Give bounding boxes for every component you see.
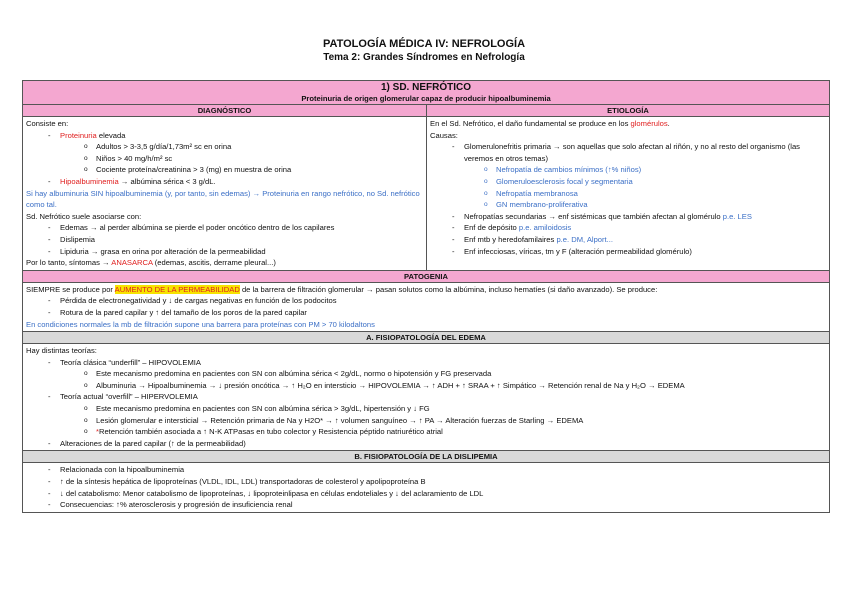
etio-intro (430, 118, 826, 130)
patogenia-note: En condiciones normales la mb de filtración supone una barrera para proteínas con PM > 70 kilodaltons (26, 319, 375, 329)
section-header (23, 81, 829, 105)
dislipemia-item: - Consecuencias: ↑% aterosclerosis y progresión de insuficiencia renal (26, 499, 826, 511)
dislipemia-item: - ↑ de la síntesis hepática de lipoproteínas (VLDL, IDL, LDL) transportadoras de colesterol y apolipoproteína B (26, 476, 826, 488)
assoc-item: - Edemas → al perder albúmina se pierde el poder oncótico dentro de los capilares (26, 222, 423, 234)
proteinuria-term: Proteinuria (60, 130, 97, 140)
overfill-item (26, 426, 826, 438)
prot-item: o Niños > 40 mg/h/m² sc (26, 153, 423, 165)
overfill-item: o Lesión glomerular e intersticial → Retención primaria de Na y H2O* → ↑ volumen sanguíneo → ↑ PA → Alteración fuerzas de Starling → EDEMA (26, 415, 826, 427)
diag-note: Si hay albuminuria SIN hipoalbuminemia (y, por tanto, sin edemas) → Proteinuria en rango nefrótico, no Sd. nefrótico como tal. (26, 188, 420, 210)
etio-deposito (430, 222, 826, 234)
overfill-footnote: Retención también asociada a ↑ N-K ATPasas en tubo colector y Resistencia péptido natriurético atrial (98, 427, 443, 437)
etio-secundarias (430, 211, 826, 223)
dislipemia-block (23, 463, 829, 511)
mtb-example: p.e. DM, Alport... (556, 234, 613, 244)
patogenia-item: - Rotura de la pared capilar y ↑ del tamaño de los poros de la pared capilar (26, 307, 826, 319)
assoc-item: - Lipiduria → grasa en orina por alteración de la permeabilidad (26, 246, 423, 258)
glomerulos-term: glomérulos (630, 119, 668, 128)
columns-header (23, 105, 829, 117)
deposito-text: Enf de depósito (464, 223, 519, 233)
diagnostico-header: DIAGNÓSTICO (23, 105, 427, 116)
deposito-example: p.e. amiloidosis (518, 223, 572, 233)
diag-proteinuria (26, 130, 423, 142)
sintomas-suffix: (edemas, ascitis, derrame pleural...) (152, 258, 276, 268)
sintomas-prefix: Por lo tanto, síntomas → (26, 258, 112, 268)
edema-header: A. FISIOPATOLOGÍA DEL EDEMA (23, 332, 829, 344)
anasarca-term: ANASARCA (111, 258, 153, 268)
teoria-underfill: - Teoría clásica “underfill” – HIPOVOLEMIA (26, 357, 826, 369)
etiologia-column (427, 117, 829, 270)
assoc-item: - Dislipemia (26, 234, 423, 246)
diagnostico-column (23, 117, 427, 270)
dislipemia-header: B. FISIOPATOLOGÍA DE LA DISLIPEMIA (23, 451, 829, 463)
dislipemia-item: - ↓ del catabolismo: Menor catabolismo de lipoproteínas, ↓ lipoproteinlipasa en células endoteliales y ↓ del aclaramiento de LDL (26, 488, 826, 500)
section-title: 1) SD. NEFRÓTICO (380, 82, 471, 93)
patogenia-prefix: SIEMPRE se produce por (26, 284, 115, 294)
etio-causas: Causas: (430, 130, 458, 140)
gn-item: o Nefropatía membranosa (430, 188, 826, 200)
etio-intro-prefix: En el Sd. Nefrótico, el daño fundamental se produce en los (430, 119, 631, 128)
etio-mtb (430, 234, 826, 246)
hipoalbuminemia-term: Hipoalbuminemia (60, 176, 119, 186)
teoria-overfill: - Teoría actual “overfill” – HIPERVOLEMIA (26, 391, 826, 403)
secundarias-example: p.e. LES (722, 211, 752, 221)
etio-infecciosas: - Enf infecciosas, víricas, tm y F (alteración permeabilidad glomérulo) (430, 246, 826, 258)
underfill-item: o Albuminuria → Hipoalbuminemia → ↓ presión oncótica → ↑ H₂O en intersticio → HIPOVOLEMIA → ↑ ADH + ↑ SRAA + ↑ Simpático → Retención renal de Na y H₂O → EDEMA (26, 380, 826, 392)
two-column-body (23, 117, 829, 271)
document-subtitle: Tema 2: Grandes Síndromes en Nefrología (323, 52, 525, 63)
etiologia-header: ETIOLOGÍA (607, 106, 649, 115)
proteinuria-rest: elevada (96, 130, 126, 140)
patogenia-item: - Pérdida de electronegatividad y ↓ de cargas negativas en función de los podocitos (26, 295, 826, 307)
prot-item: o Adultos > 3-3,5 g/día/1,73m² sc en orina (26, 141, 423, 153)
overfill-item: o Este mecanismo predomina en pacientes con SN con albúmina sérica > 3g/dL, hipertensión y ↓ FG (26, 403, 826, 415)
patogenia-suffix: de la barrera de filtración glomerular → pasan solutos como la albúmina, incluso hematíes (si daño avanzado). Se produce: (239, 284, 658, 294)
diag-assoc: Sd. Nefrótico suele asociarse con: (26, 211, 142, 221)
gn-item: o Glomeruloesclerosis focal y segmentaria (430, 176, 826, 188)
document-title: PATOLOGÍA MÉDICA IV: NEFROLOGÍA (322, 38, 526, 50)
diag-hipoalbuminemia (26, 176, 423, 188)
hipoalbuminemia-rest: → albúmina sérica < 3 g/dL. (118, 176, 216, 186)
mtb-text: Enf mtb y heredofamilaires (464, 234, 557, 244)
patogenia-line (26, 284, 826, 296)
gn-item: o GN membrano-proliferativa (430, 199, 826, 211)
patogenia-header: PATOGENIA (23, 271, 829, 283)
diag-sintomas (26, 257, 423, 269)
edema-block (23, 344, 829, 451)
etio-intro-suffix: . (667, 119, 670, 128)
asterisk-mark: * (96, 427, 99, 437)
gn-item: o Nefropatía de cambios mínimos (↑% niños) (430, 164, 826, 176)
underfill-item: o Este mecanismo predomina en pacientes con SN con albúmina sérica < 2g/dL, normo o hipotensión y FG preservada (26, 368, 826, 380)
permeabilidad-highlight: AUMENTO DE LA PERMEABILIDAD (114, 284, 240, 294)
secundarias-text: Nefropatías secundarias → enf sistémicas que también afectan al glomérulo (464, 211, 723, 221)
patogenia-block (23, 283, 829, 332)
etio-gn-primaria: - Glomerulonefritis primaria → son aquellas que solo afectan al riñón, y no al resto del organismo (las veremos en otros temas) (430, 141, 826, 164)
summary-table (22, 80, 830, 513)
teoria-pared-capilar: - Alteraciones de la pared capilar (↑ de la permeabilidad) (26, 438, 826, 450)
section-subtitle: Proteinuria de origen glomerular capaz de producir hipoalbuminemia (301, 94, 551, 103)
diag-intro: Consiste en: (26, 119, 69, 128)
edema-intro: Hay distintas teorías: (26, 346, 97, 356)
dislipemia-item: - Relacionada con la hipoalbuminemia (26, 464, 826, 476)
prot-item: o Cociente proteína/creatinina > 3 (mg) en muestra de orina (26, 164, 423, 176)
